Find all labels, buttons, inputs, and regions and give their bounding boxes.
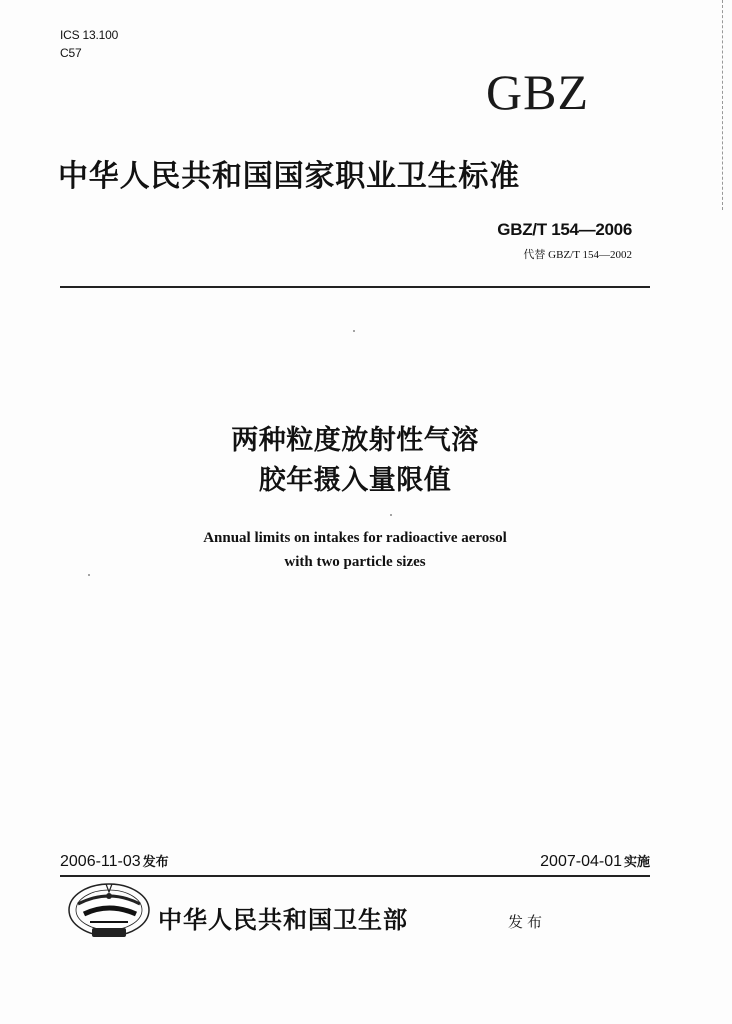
publisher-name: 中华人民共和国卫生部 bbox=[158, 905, 408, 934]
effective-date-value: 2007-04-01 bbox=[540, 853, 622, 870]
ics-code: ICS 13.100 bbox=[60, 28, 119, 42]
replaces-note: 代替 GBZ/T 154—2002 bbox=[523, 249, 632, 261]
effective-date bbox=[540, 851, 650, 871]
title-zh-line-2: 胶年摄入量限值 bbox=[258, 465, 452, 496]
publisher-emblem-icon bbox=[66, 880, 152, 942]
title-zh-line-1: 两种粒度放射性气溶 bbox=[231, 425, 479, 456]
document-title-en bbox=[100, 526, 610, 574]
standard-number: GBZ/T 154—2006 bbox=[497, 220, 632, 239]
effective-date-suffix: 实施 bbox=[623, 855, 650, 870]
top-divider bbox=[60, 286, 650, 288]
classification-codes bbox=[60, 26, 118, 62]
publisher-action: 发布 bbox=[508, 913, 547, 931]
scan-speck bbox=[390, 514, 392, 516]
issue-date bbox=[60, 851, 169, 871]
title-en-line-2: with two particle sizes bbox=[284, 554, 426, 570]
ccs-code: C57 bbox=[60, 46, 82, 60]
standard-category-title: 中华人民共和国国家职业卫生标准 bbox=[58, 159, 520, 194]
scan-edge bbox=[722, 0, 723, 210]
title-en-line-1: Annual limits on intakes for radioactive aerosol bbox=[203, 530, 507, 546]
issue-date-suffix: 发布 bbox=[142, 855, 169, 870]
issue-date-value: 2006-11-03 bbox=[60, 853, 141, 870]
bottom-divider bbox=[60, 875, 650, 877]
standard-mark: GBZ bbox=[486, 64, 589, 120]
document-title-zh bbox=[150, 421, 560, 501]
scan-speck bbox=[88, 574, 90, 576]
scan-speck bbox=[353, 330, 355, 332]
